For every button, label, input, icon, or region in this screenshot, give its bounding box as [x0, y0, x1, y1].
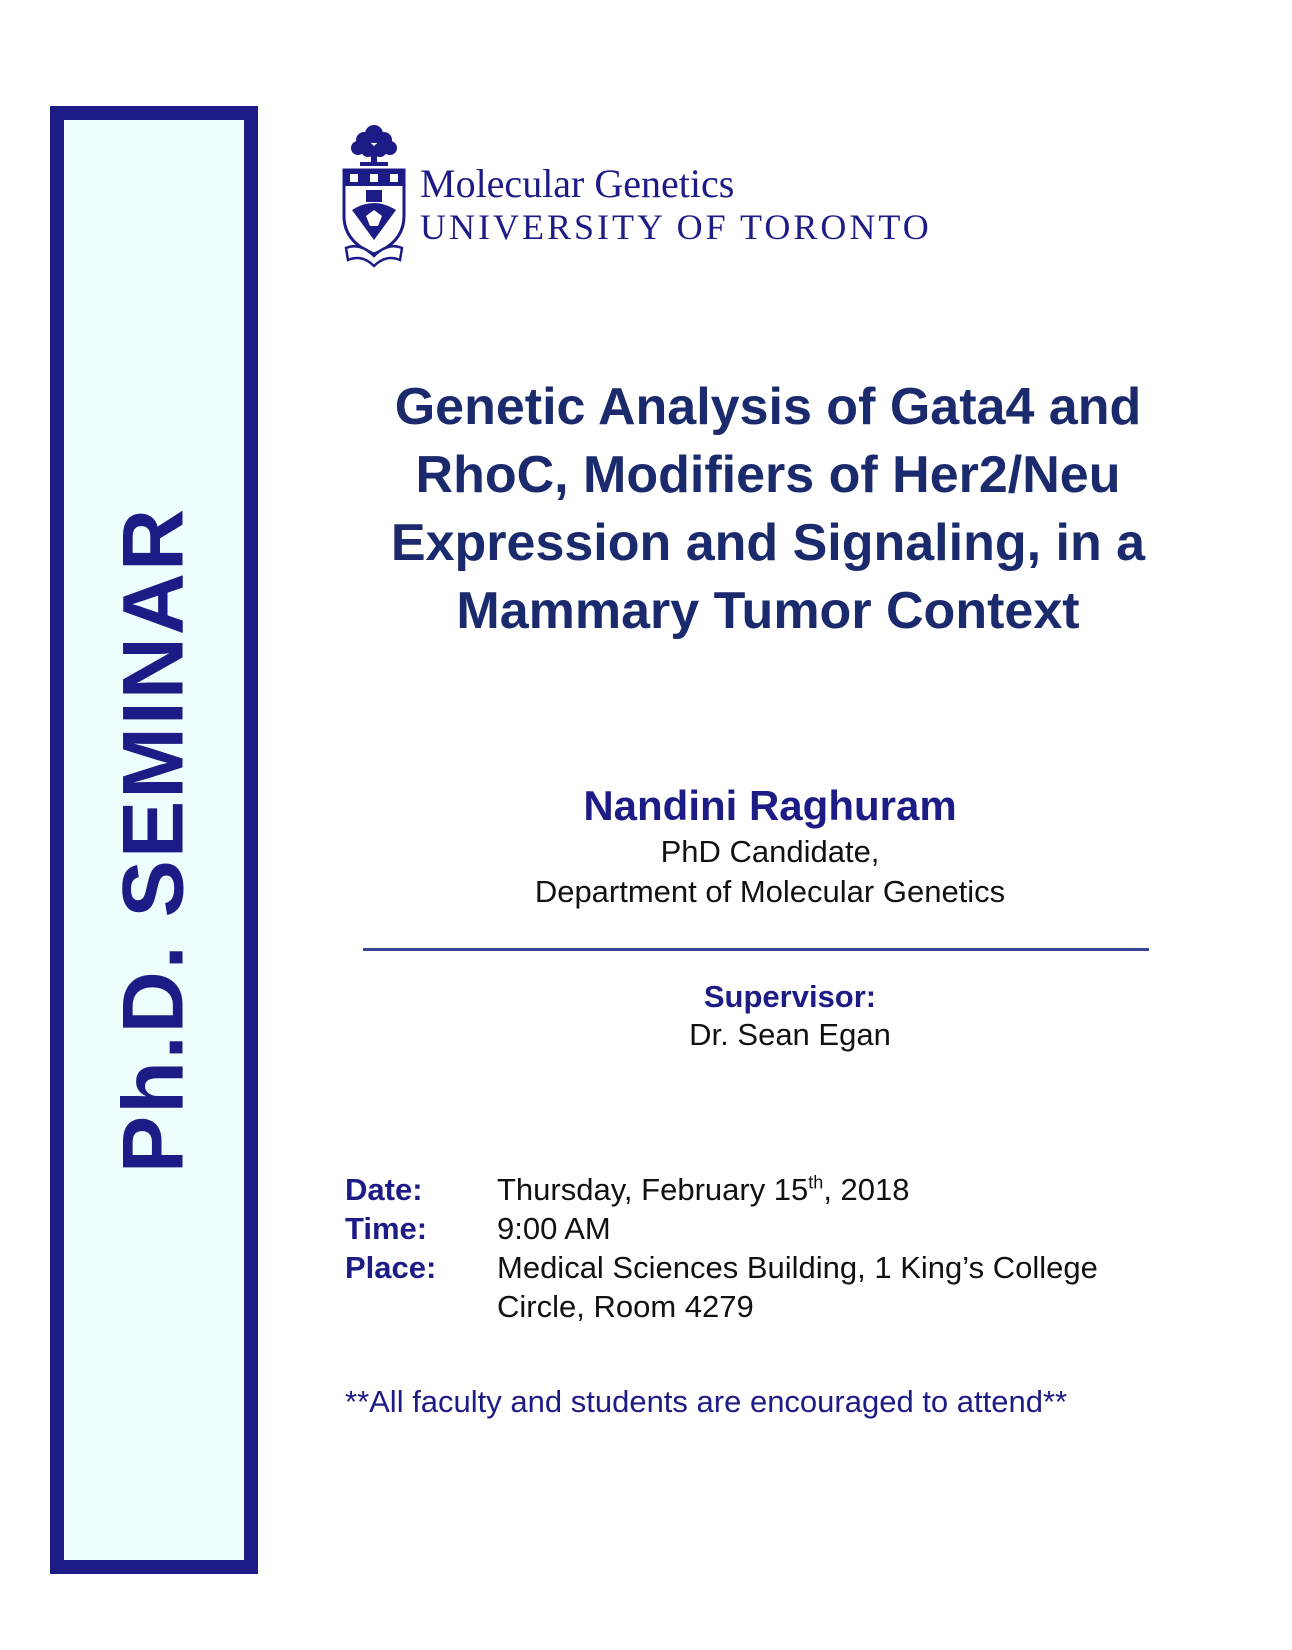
time-label: Time: [345, 1211, 428, 1246]
speaker-role: PhD Candidate, [660, 834, 880, 869]
date-ordinal: th [808, 1172, 824, 1193]
event-details [345, 1170, 1185, 1326]
university-logo [340, 120, 1080, 270]
date-year: , 2018 [823, 1172, 910, 1207]
date-row [345, 1170, 1185, 1209]
speaker-block [420, 780, 1120, 912]
time-row [345, 1209, 1185, 1248]
place-row [345, 1248, 1185, 1326]
speaker-department: Department of Molecular Genetics [534, 874, 1006, 909]
section-divider [363, 948, 1149, 951]
department-name: Molecular Genetics [420, 161, 735, 206]
time-value: 9:00 AM [497, 1211, 611, 1246]
supervisor-label: Supervisor: [703, 979, 877, 1014]
side-banner [50, 106, 258, 1574]
speaker-name: Nandini Raghuram [583, 782, 957, 829]
seminar-title: Genetic Analysis of Gata4 and RhoC, Modifiers of Her2/Neu Expression and Signaling, in a Mammary Tumor Context [390, 378, 1146, 640]
attendance-note: **All faculty and students are encouraged to attend** [345, 1384, 1068, 1419]
university-of-toronto-crest-icon [340, 120, 408, 270]
supervisor-name: Dr. Sean Egan [689, 1017, 891, 1052]
date-day: Thursday, February 15 [497, 1172, 809, 1207]
side-banner-text: Ph.D. SEMINAR [105, 506, 202, 1174]
date-value [497, 1170, 1185, 1209]
supervisor-block [540, 978, 1040, 1054]
date-label: Date: [345, 1172, 423, 1207]
place-label: Place: [345, 1250, 437, 1285]
place-value: Medical Sciences Building, 1 King’s College Circle, Room 4279 [497, 1250, 1098, 1324]
university-name: UNIVERSITY OF TORONTO [420, 207, 932, 247]
